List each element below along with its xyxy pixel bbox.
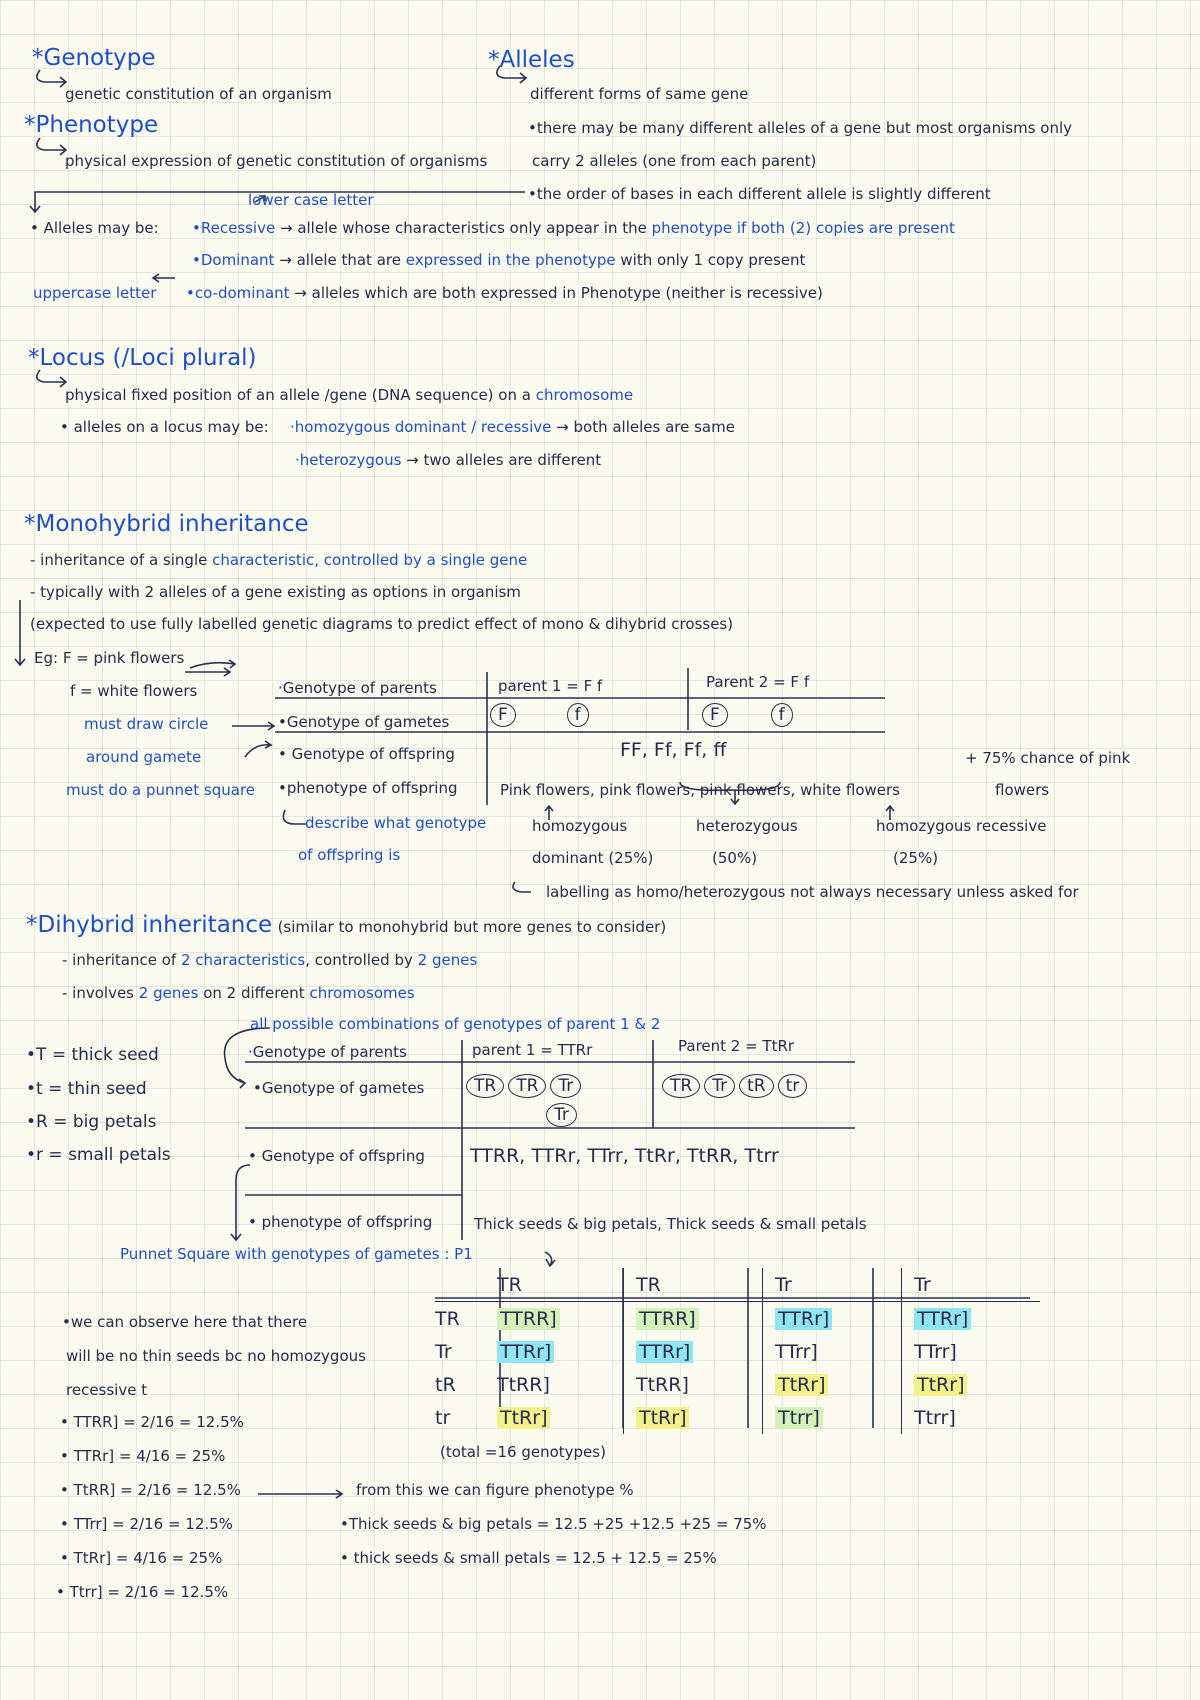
describe-genotype-1: describe what genotype [305, 814, 487, 832]
punnet-cell: Ttrr] [775, 1407, 823, 1429]
figure-phenotype: from this we can figure phenotype % [356, 1481, 634, 1499]
dominant-tail: with only 1 copy present [620, 251, 806, 269]
recessive-text: allele whose characteristics only appear in the [297, 219, 647, 237]
pink-chance: + 75% chance of pink [965, 749, 1131, 767]
di-gametes-p1 [466, 1074, 585, 1098]
dominant-expressed: expressed in the phenotype [405, 251, 616, 269]
locus-heading: *Locus (/Loci plural) [28, 345, 257, 371]
ratio-item: • TtRr] = 4/16 = 25% [60, 1549, 223, 1567]
observe-line-2: will be no thin seeds bc no homozygous [66, 1347, 366, 1365]
alleles-note-2: •the order of bases in each different allele is slightly different [528, 185, 991, 203]
punnet-row-head: tR [435, 1373, 456, 1396]
punnet-cell: TtRr] [636, 1407, 689, 1429]
punnet-square [435, 1268, 1040, 1434]
di-parent-2: Parent 2 = TtRr [678, 1037, 795, 1055]
ratio-item: • TtRR] = 2/16 = 12.5% [60, 1481, 241, 1499]
heterozygous-2: (50%) [712, 849, 758, 867]
punnet-cell: TtRr] [914, 1374, 967, 1396]
punnet-row [435, 1335, 1040, 1368]
total-genotypes: (total =16 genotypes) [440, 1443, 606, 1461]
mono-row-gametes: •Genotype of gametes [278, 713, 450, 731]
gamete-circle: tR [739, 1074, 773, 1098]
monohybrid-line-3: (expected to use fully labelled genetic diagrams to predict effect of mono & dihybrid crosses) [30, 615, 734, 633]
locus-homo-tail: both alleles are same [573, 418, 735, 436]
dihybrid-subtitle: (similar to monohybrid but more genes to consider) [277, 918, 667, 936]
alleles-note-1: •there may be many different alleles of a gene but most organisms only [528, 119, 1073, 137]
gamete-circle: Tr [550, 1074, 581, 1098]
mono-offspring-phenotypes: Pink flowers, pink flowers, pink flowers, white flowers [500, 781, 900, 799]
locus-chromosome: chromosome [535, 386, 634, 404]
punnet-cell: TTRR] [636, 1308, 699, 1330]
genotype-definition: genetic constitution of an organism [65, 85, 332, 103]
monohybrid-eg-2: f = white flowers [70, 682, 198, 700]
mono-gametes-p1 [490, 703, 593, 727]
gamete-circle: f [567, 703, 589, 727]
dominant-label: •Dominant [192, 251, 275, 269]
punnet-row [435, 1368, 1040, 1401]
gamete-circle: f [771, 703, 793, 727]
monohybrid-heading: *Monohybrid inheritance [24, 511, 309, 537]
labelling-note: labelling as homo/heterozygous not always necessary unless asked for [546, 883, 1079, 901]
punnet-row-head: tr [435, 1406, 451, 1429]
key-item: •r = small petals [26, 1145, 171, 1165]
dihybrid-heading-line [26, 913, 666, 938]
gamete-circle: TR [508, 1074, 546, 1098]
dihybrid-line-2c: on 2 different [203, 984, 305, 1002]
homozygous-recessive-2: (25%) [893, 849, 939, 867]
calc-big-petals: •Thick seeds & big petals = 12.5 +25 +12.5 +25 = 75% [340, 1515, 767, 1533]
gamete-circle: Tr [546, 1103, 577, 1127]
mono-row-parents: ·Genotype of parents [278, 679, 437, 697]
heterozygous-1: heterozygous [696, 817, 798, 835]
ratio-item: • TTrr] = 2/16 = 12.5% [60, 1515, 233, 1533]
alleles-definition: different forms of same gene [530, 85, 749, 103]
genotype-heading: *Genotype [32, 45, 156, 71]
dihybrid-line-1b: 2 characteristics [181, 951, 306, 969]
dihybrid-heading: *Dihybrid inheritance [26, 912, 273, 938]
phenotype-definition: physical expression of genetic constitution of organisms [65, 152, 488, 170]
dihybrid-line-2 [62, 985, 415, 1002]
locus-hetero-tail: two alleles are different [423, 451, 602, 469]
dihybrid-line-1c: , controlled by [305, 951, 413, 969]
ratio-item: • TTRr] = 4/16 = 25% [60, 1447, 226, 1465]
mono-row-phenotype: •phenotype of offspring [278, 779, 458, 797]
note-draw-circle: must draw circle [84, 715, 209, 733]
punnet-col-head: TR [624, 1268, 763, 1302]
gamete-circle: Tr [704, 1074, 735, 1098]
dominant-text: allele that are [296, 251, 401, 269]
monohybrid-eg-1: Eg: F = pink flowers [34, 649, 185, 667]
punnet-cell: TtRR] [497, 1373, 550, 1396]
punnet-col-head: Tr [902, 1268, 1041, 1302]
observe-line-1: •we can observe here that there [62, 1313, 308, 1331]
punnet-col-head: Tr [763, 1268, 902, 1302]
di-offspring-phenotypes: Thick seeds & big petals, Thick seeds & small petals [474, 1215, 867, 1233]
dominant-line: •Dominant → allele that are expressed in the phenotype with only 1 copy present [192, 251, 806, 269]
recessive-tail: if both (2) copies are present [736, 219, 955, 237]
mono-parent-1: parent 1 = F f [498, 677, 603, 695]
mono-offspring-genotypes: FF, Ff, Ff, ff [620, 739, 727, 761]
dihybrid-line-2b: 2 genes [138, 984, 199, 1002]
monohybrid-line-2: - typically with 2 alleles of a gene existing as options in organism [30, 583, 521, 601]
punnet-row-head: Tr [435, 1340, 452, 1363]
calc-small-petals: • thick seeds & small petals = 12.5 + 12.5 = 25% [340, 1549, 717, 1567]
describe-genotype-2: of offspring is [298, 846, 401, 864]
punnet-cell: TtRr] [775, 1374, 828, 1396]
locus-homozygous: ·homozygous dominant / recessive → both alleles are same [290, 418, 735, 436]
gamete-circle: tr [778, 1074, 808, 1098]
punnet-header-row [435, 1268, 1040, 1302]
pink-chance-2: flowers [995, 781, 1050, 799]
monohybrid-line-1a: - inheritance of a single [30, 551, 208, 569]
codominant-label: •co-dominant [186, 284, 290, 302]
di-offspring-genotypes: TTRR, TTRr, TTrr, TtRr, TtRR, Ttrr [470, 1145, 779, 1167]
mono-parent-2: Parent 2 = F f [706, 673, 810, 691]
gamete-circle: F [490, 703, 516, 727]
dihybrid-line-1a: - inheritance of [62, 951, 177, 969]
monohybrid-line-1b: characteristic, controlled by a single gene [212, 551, 528, 569]
dihybrid-line-1 [62, 952, 477, 969]
uppercase-note: uppercase letter [33, 284, 157, 302]
recessive-label: •Recessive [192, 219, 276, 237]
locus-hetero-label: ·heterozygous [295, 451, 402, 469]
punnet-cell: TTRr] [636, 1341, 693, 1363]
mono-gametes-p2 [702, 703, 797, 727]
all-combinations-note: all possible combinations of genotypes of parent 1 & 2 [250, 1015, 661, 1033]
di-gamete-extra [546, 1103, 581, 1127]
punnet-square-label: Punnet Square with genotypes of gametes : P1 [120, 1245, 473, 1263]
codominant-text: alleles which are both expressed in Phenotype (neither is recessive) [311, 284, 823, 302]
homozygous-dominant-1: homozygous [532, 817, 628, 835]
mono-row-offspring: • Genotype of offspring [278, 745, 455, 763]
punnet-row [435, 1401, 1040, 1434]
di-parent-1: parent 1 = TTRr [472, 1041, 593, 1059]
homozygous-dominant-2: dominant (25%) [532, 849, 654, 867]
di-row-gametes: •Genotype of gametes [253, 1079, 425, 1097]
locus-definition [65, 387, 633, 404]
note-punnet-square: must do a punnet square [66, 781, 256, 799]
punnet-cell: TTRr] [914, 1308, 971, 1330]
di-row-phenotype: • phenotype of offspring [248, 1213, 433, 1231]
punnet-col-head: TR [485, 1268, 624, 1302]
alleles-note-1b: carry 2 alleles (one from each parent) [532, 152, 817, 170]
locus-heterozygous: ·heterozygous → two alleles are different [295, 451, 602, 469]
punnet-cell: TTRr] [775, 1308, 832, 1330]
locus-alleles-on: • alleles on a locus may be: [60, 418, 269, 436]
di-row-parents: ·Genotype of parents [248, 1043, 407, 1061]
punnet-cell: TTRR] [497, 1308, 560, 1330]
observe-line-3: recessive t [66, 1381, 148, 1399]
dihybrid-line-2a: - involves [62, 984, 134, 1002]
gamete-circle: TR [662, 1074, 700, 1098]
di-row-offspring: • Genotype of offspring [248, 1147, 425, 1165]
lower-case-note: lower case letter [248, 191, 374, 209]
punnet-cell: TTrr] [914, 1340, 957, 1363]
di-gametes-p2 [662, 1074, 811, 1098]
punnet-cell: TtRR] [636, 1373, 689, 1396]
key-item: •T = thick seed [26, 1045, 159, 1065]
ratio-item: • TTRR] = 2/16 = 12.5% [60, 1413, 244, 1431]
gamete-circle: F [702, 703, 728, 727]
key-item: •t = thin seed [26, 1079, 147, 1099]
punnet-row-head: TR [435, 1307, 460, 1330]
homozygous-recessive-1: homozygous recessive [876, 817, 1047, 835]
locus-def-text: physical fixed position of an allele /gene (DNA sequence) on a [65, 386, 531, 404]
punnet-row [435, 1302, 1040, 1336]
monohybrid-line-1 [30, 552, 527, 569]
dihybrid-line-2d: chromosomes [309, 984, 415, 1002]
codominant-line: •co-dominant → alleles which are both expressed in Phenotype (neither is recessive) [186, 284, 823, 302]
phenotype-heading: *Phenotype [24, 112, 159, 138]
dihybrid-line-1d: 2 genes [417, 951, 478, 969]
gamete-circle: TR [466, 1074, 504, 1098]
ratio-item: • Ttrr] = 2/16 = 12.5% [56, 1583, 229, 1601]
recessive-phenotype: phenotype [651, 219, 733, 237]
punnet-cell: TtRr] [497, 1407, 550, 1429]
note-around-gamete: around gamete [86, 748, 202, 766]
alleles-may-be: • Alleles may be: [30, 219, 159, 237]
punnet-cell: Ttrr] [914, 1406, 956, 1429]
punnet-cell: TTRr] [497, 1341, 554, 1363]
alleles-heading: *Alleles [488, 47, 575, 73]
recessive-line: •Recessive → allele whose characteristics only appear in the phenotype if both (2) copies are present [192, 219, 955, 237]
punnet-cell: TTrr] [775, 1340, 818, 1363]
key-item: •R = big petals [26, 1112, 157, 1132]
locus-homo-label: ·homozygous dominant / recessive [290, 418, 552, 436]
